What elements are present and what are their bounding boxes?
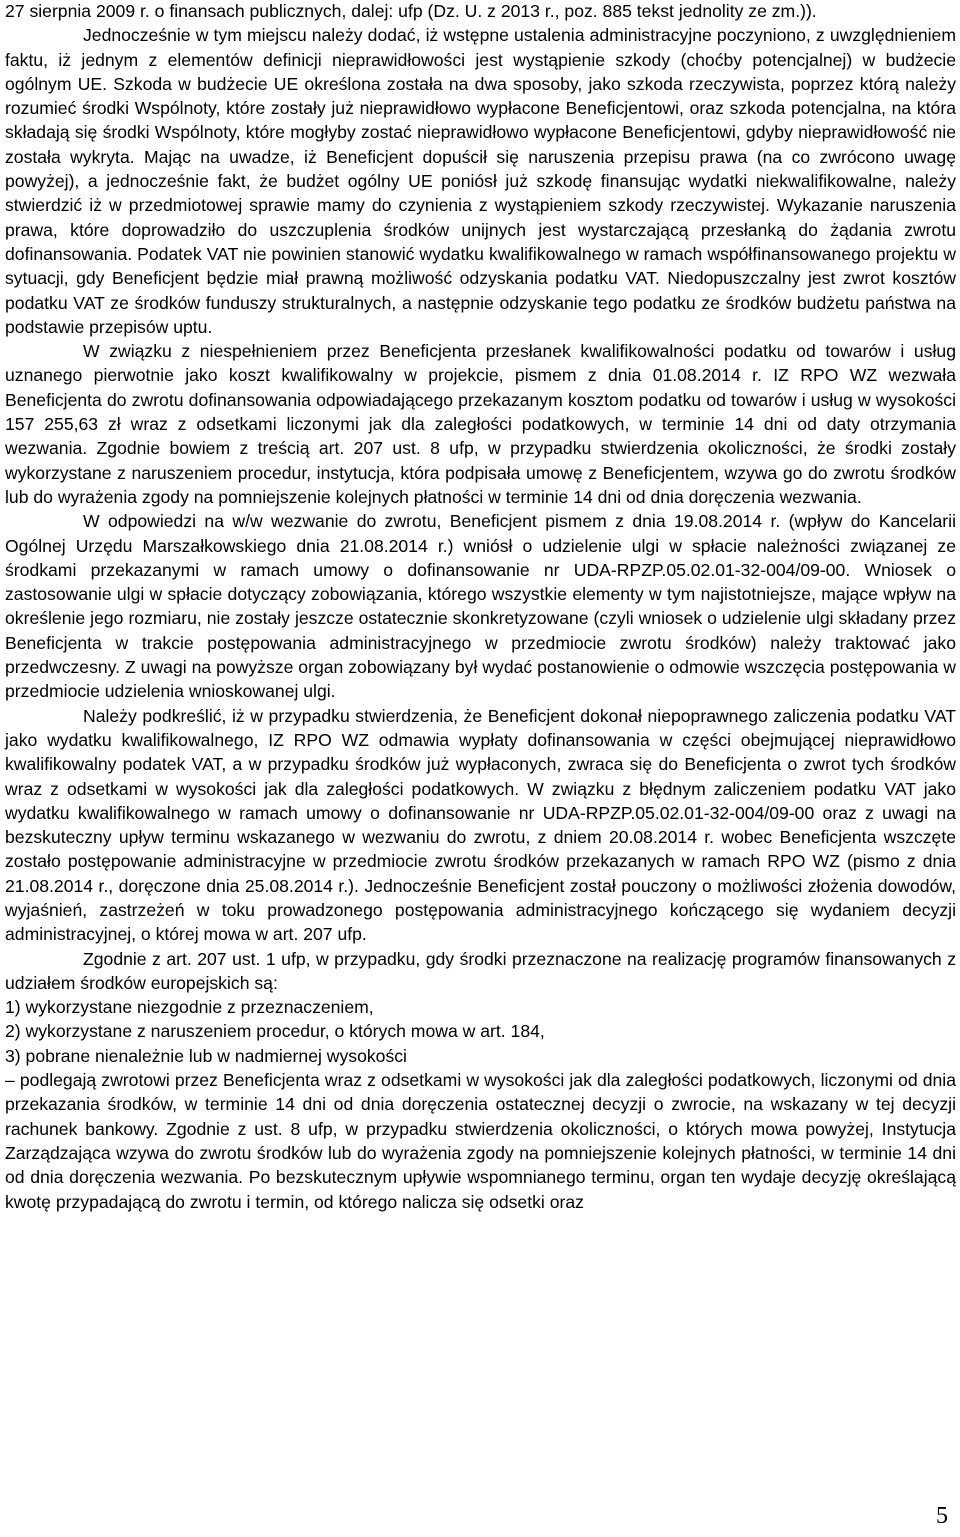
paragraph-damage-definition: Jednocześnie w tym miejscu należy dodać, iż wstępne ustalenia administracyjne poczyniono, z uwzględnieniem faktu, iż jednym z elementów definicji nieprawidłowości jest wystąpienie szkody (choćby potencjalnej) w budżecie ogólnym UE. Szkoda w budżecie UE określona została na dwa sposoby, jako szkoda rzeczywista, poprzez którą należy rozumieć środki Wspólnoty, które zostały już nieprawidłowo wypłacone Beneficjentowi, oraz szkoda potencjalna, na która składają się środki Wspólnoty, które mogłyby zostać nieprawidłowo wypłacone Beneficjentowi, gdyby nieprawidłowość nie została wykryta. Mając na uwadze, iż Beneficjent dopuścił się naruszenia przepisu prawa (na co zwrócono uwagę powyżej), a jednocześnie fakt, że budżet ogólny UE poniósł już szkodę finansując wydatki niekwalifikowalne, należy stwierdzić iż w przedmiotowej sprawie mamy do czynienia z wystąpieniem szkody rzeczywistej. Wykazanie naruszenia prawa, które doprowadziło do uszczuplenia środków unijnych jest wystarczającą przesłanką do żądania zwrotu dofinansowania. Podatek VAT nie powinien stanowić wydatku kwalifikowalnego w ramach współfinansowanego projektu w sytuacji, gdy Beneficjent będzie miał prawną możliwość odzyskania podatku VAT. Niedopuszczalny jest zwrot kosztów podatku VAT ze środków funduszy strukturalnych, a następnie odzyskanie tego podatku ze środków budżetu państwa na podstawie przepisów uptu. [5,25,956,337]
paragraph-vat-qualification: Należy podkreślić, iż w przypadku stwierdzenia, że Beneficjent dokonał niepoprawnego zaliczenia podatku VAT jako wydatku kwalifikowalnego, IZ RPO WZ odmawia wypłaty dofinansowania w części obejmującej nieprawidłowo kwalifikowalny podatek VAT, a w przypadku środków już wypłaconych, zwraca się do Beneficjenta o zwrot tych środków wraz z odsetkami w wysokości jak dla zaległości podatkowych. W związku z błędnym zaliczeniem podatku VAT jako wydatku kwalifikowalnego w ramach umowy o dofinansowanie nr UDA-RPZP.05.02.01-32-004/09-00 oraz z uwagi na bezskuteczny upływ terminu wskazanego w wezwaniu do zwrotu, z dniem 20.08.2014 r. wobec Beneficjenta wszczęte zostało postępowanie administracyjne w przedmiocie zwrotu środków przekazanych w ramach RPO WZ (pismo z dnia 21.08.2014 r., doręczone dnia 25.08.2014 r.). Jednocześnie Beneficjent został pouczony o możliwości złożenia dowodów, wyjaśnień, zastrzeżeń w toku prowadzonego postępowania administracyjnego kończącego się wydaniem decyzji administracyjnej, o której mowa w art. 207 ufp. [5,705,956,945]
list-item: 1) wykorzystane niezgodnie z przeznaczeniem, [5,997,374,1018]
paragraph-refund-request: W związku z niespełnieniem przez Beneficjenta przesłanek kwalifikowalności podatku od towarów i usług uznanego pierwotnie jako koszt kwalifikowalny w projekcie, pismem z dnia 01.08.2014 r. IZ RPO WZ wezwała Beneficjenta do zwrotu dofinansowania odpowiadającego przekazanym kosztom podatku od towarów i usług w wysokości 157 255,63 zł wraz z odsetkami liczonymi jak dla zaległości podatkowych, w terminie 14 dni od daty otrzymania wezwania. Zgodnie bowiem z treścią art. 207 ust. 8 ufp, w przypadku stwierdzenia okoliczności, że środki zostały wykorzystane z naruszeniem procedur, instytucja, która podpisała umowę z Beneficjentem, wzywa go do zwrotu środków lub do wyrażenia zgody na pomniejszenie kolejnych płatności w terminie 14 dni od dnia doręczenia wezwania. [5,341,956,507]
paragraph-article-207: Zgodnie z art. 207 ust. 1 ufp, w przypadku, gdy środki przeznaczone na realizację programów finansowanych z udziałem środków europejskich są: [5,948,956,993]
paragraph-beneficiary-response: W odpowiedzi na w/w wezwanie do zwrotu, Beneficjent pismem z dnia 19.08.2014 r. (wpływ do Kancelarii Ogólnej Urzędu Marszałkowskiego dnia 21.08.2014 r.) wniósł o udzielenie ulgi w spłacie należności związanej ze środkami przekazanymi w ramach umowy o dofinansowanie nr UDA-RPZP.05.02.01-32-004/09-00. Wniosek o zastosowanie ulgi w spłacie dotyczący zobowiązania, którego wszystkie elementy w tym najistotniejsze, mające wpływ na określenie jego rozmiaru, nie zostały jeszcze ostatecznie skonkretyzowane (czyli wniosek o udzielenie ulgi składany przez Beneficjenta w trakcie postępowania administracyjnego w przedmiocie zwrotu środków) należy traktować jako przedwczesny. Z uwagi na powyższe organ zobowiązany był wydać postanowienie o odmowie wszczęcia postępowania w przedmiocie udzielenia wnioskowanej ulgi. [5,511,956,702]
list-item: 2) wykorzystane z naruszeniem procedur, o których mowa w art. 184, [5,1021,545,1042]
document-body [5,0,956,1214]
paragraph-closing: – podlegają zwrotowi przez Beneficjenta wraz z odsetkami w wysokości jak dla zaległości podatkowych, liczonymi od dnia przekazania środków, w terminie 14 dni od dnia doręczenia ostatecznej decyzji o zwrocie, na wskazany w tej decyzji rachunek bankowy. Zgodnie z ust. 8 ufp, w przypadku stwierdzenia okoliczności, o których mowa powyżej, Instytucja Zarządzająca wzywa do zwrotu środków lub do wyrażenia zgody na pomniejszenie kolejnych płatności, w terminie 14 dni od dnia doręczenia wezwania. Po bezskutecznym upływie wspomnianego terminu, organ ten wydaje decyzję określającą kwotę przypadającą do zwrotu i termin, od którego nalicza się odsetki oraz [5,1070,956,1212]
page-number: 5 [936,1503,948,1529]
paragraph-continuation: 27 sierpnia 2009 r. o finansach publicznych, dalej: ufp (Dz. U. z 2013 r., poz. 885 tekst jednolity ze zm.)). [5,1,817,21]
list-item: 3) pobrane nienależnie lub w nadmiernej wysokości [5,1045,407,1066]
